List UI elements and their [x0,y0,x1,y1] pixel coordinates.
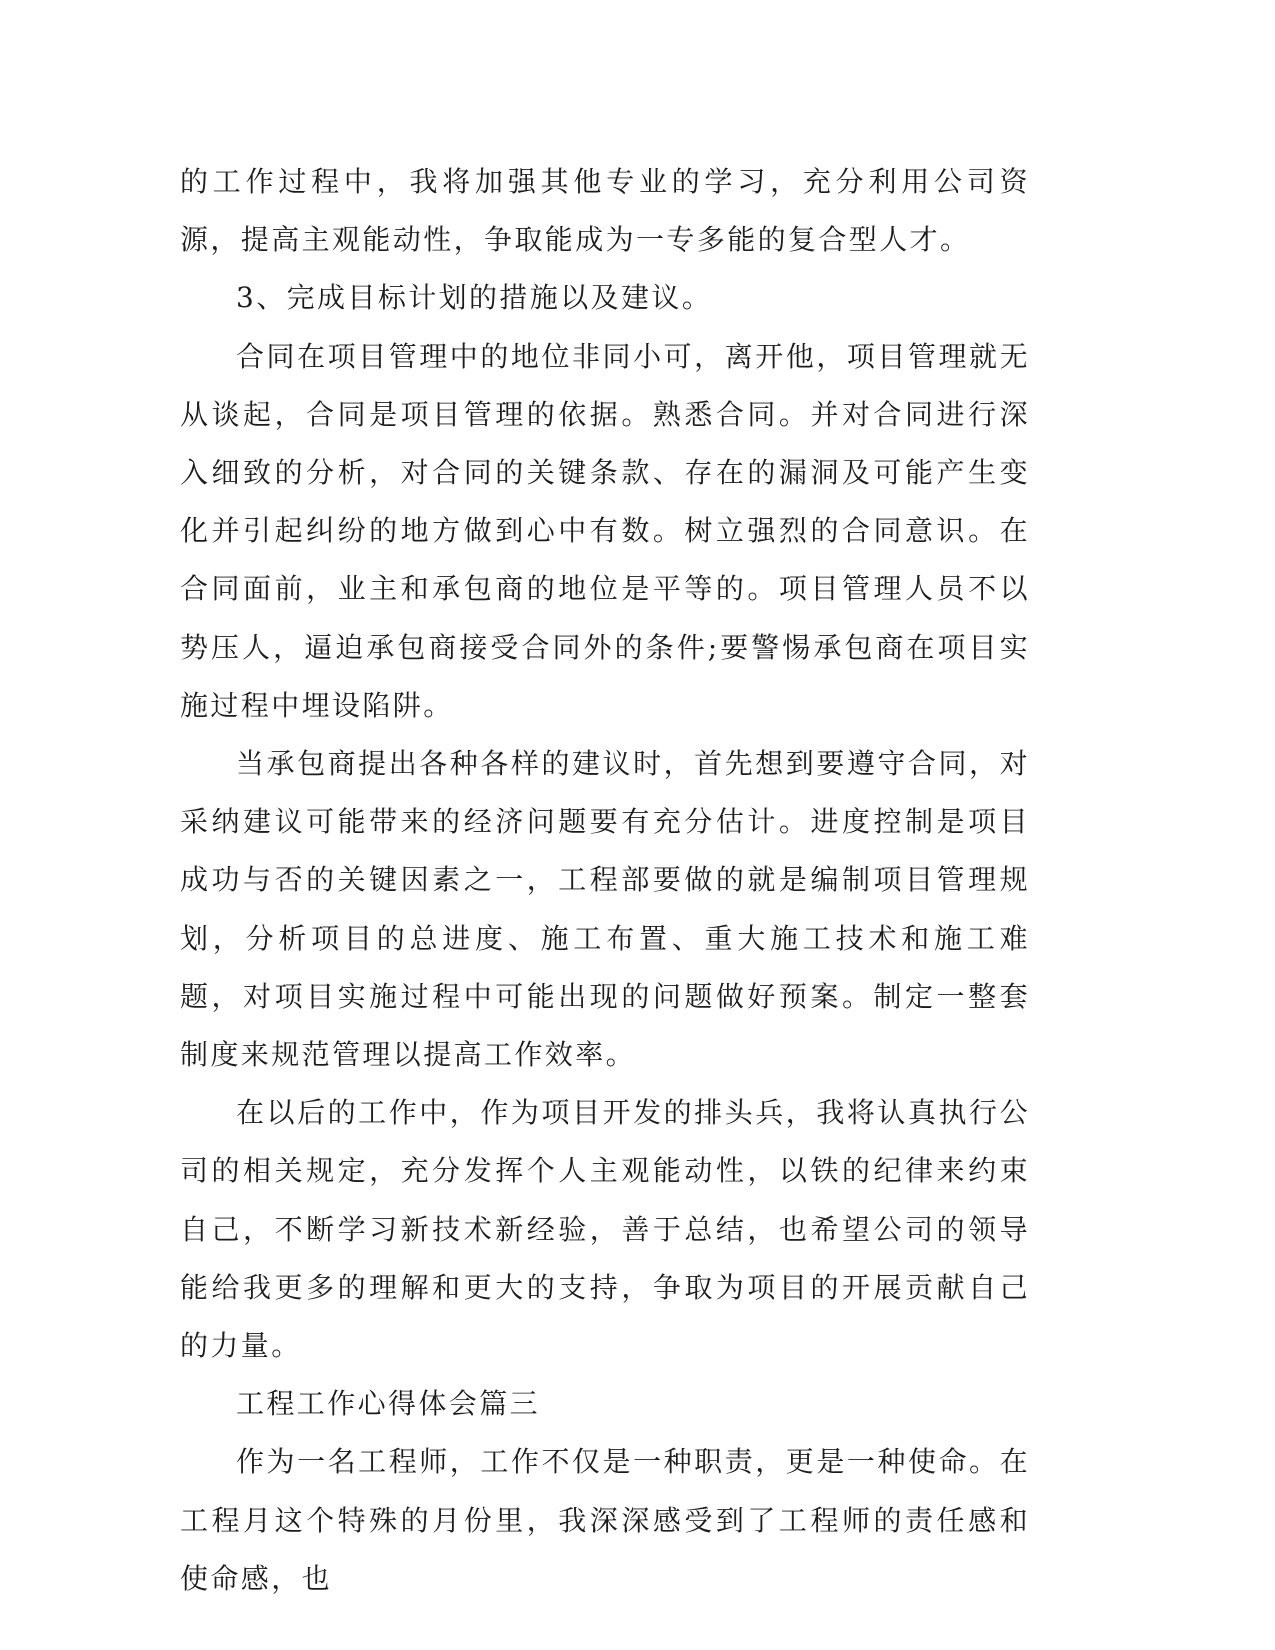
paragraph-suggestions: 当承包商提出各种各样的建议时，首先想到要遵守合同，对采纳建议可能带来的经济问题要有充分估计。进度控制是项目成功与否的关键因素之一，工程部要做的就是编制项目管理规划，分析项目的总进度、施工布置、重大施工技术和施工难题，对项目实施过程中可能出现的问题做好预案。制定一整套制度来规范管理以提高工作效率。 [180,747,1030,1072]
section-title: 工程工作心得体会篇三 [236,1387,541,1421]
paragraph-contract: 合同在项目管理中的地位非同小可，离开他，项目管理就无从谈起，合同是项目管理的依据。熟悉合同。并对合同进行深入细致的分析，对合同的关键条款、存在的漏洞及可能产生变化并引起纠纷的地方做到心中有数。树立强烈的合同意识。在合同面前，业主和承包商的地位是平等的。项目管理人员不以势压人，逼迫承包商接受合同外的条件;要警惕承包商在项目实施过程中埋设陷阱。 [180,339,1030,722]
paragraph-engineer: 作为一名工程师，工作不仅是一种职责，更是一种使命。在工程月这个特殊的月份里，我深深感受到了工程师的责任感和使命感，也 [180,1445,1030,1595]
paragraph-heading-measures: 3、完成目标计划的措施以及建议。 [236,281,713,315]
paragraph-future-work: 在以后的工作中，作为项目开发的排头兵，我将认真执行公司的相关规定，充分发挥个人主观能动性，以铁的纪律来约束自己，不断学习新技术新经验，善于总结，也希望公司的领导能给我更多的理解和更大的支持，争取为项目的开展贡献自己的力量。 [180,1096,1030,1363]
paragraph-continuation: 的工作过程中，我将加强其他专业的学习，充分利用公司资源，提高主观能动性，争取能成为一专多能的复合型人才。 [180,165,1030,257]
document-body [180,153,1030,1608]
